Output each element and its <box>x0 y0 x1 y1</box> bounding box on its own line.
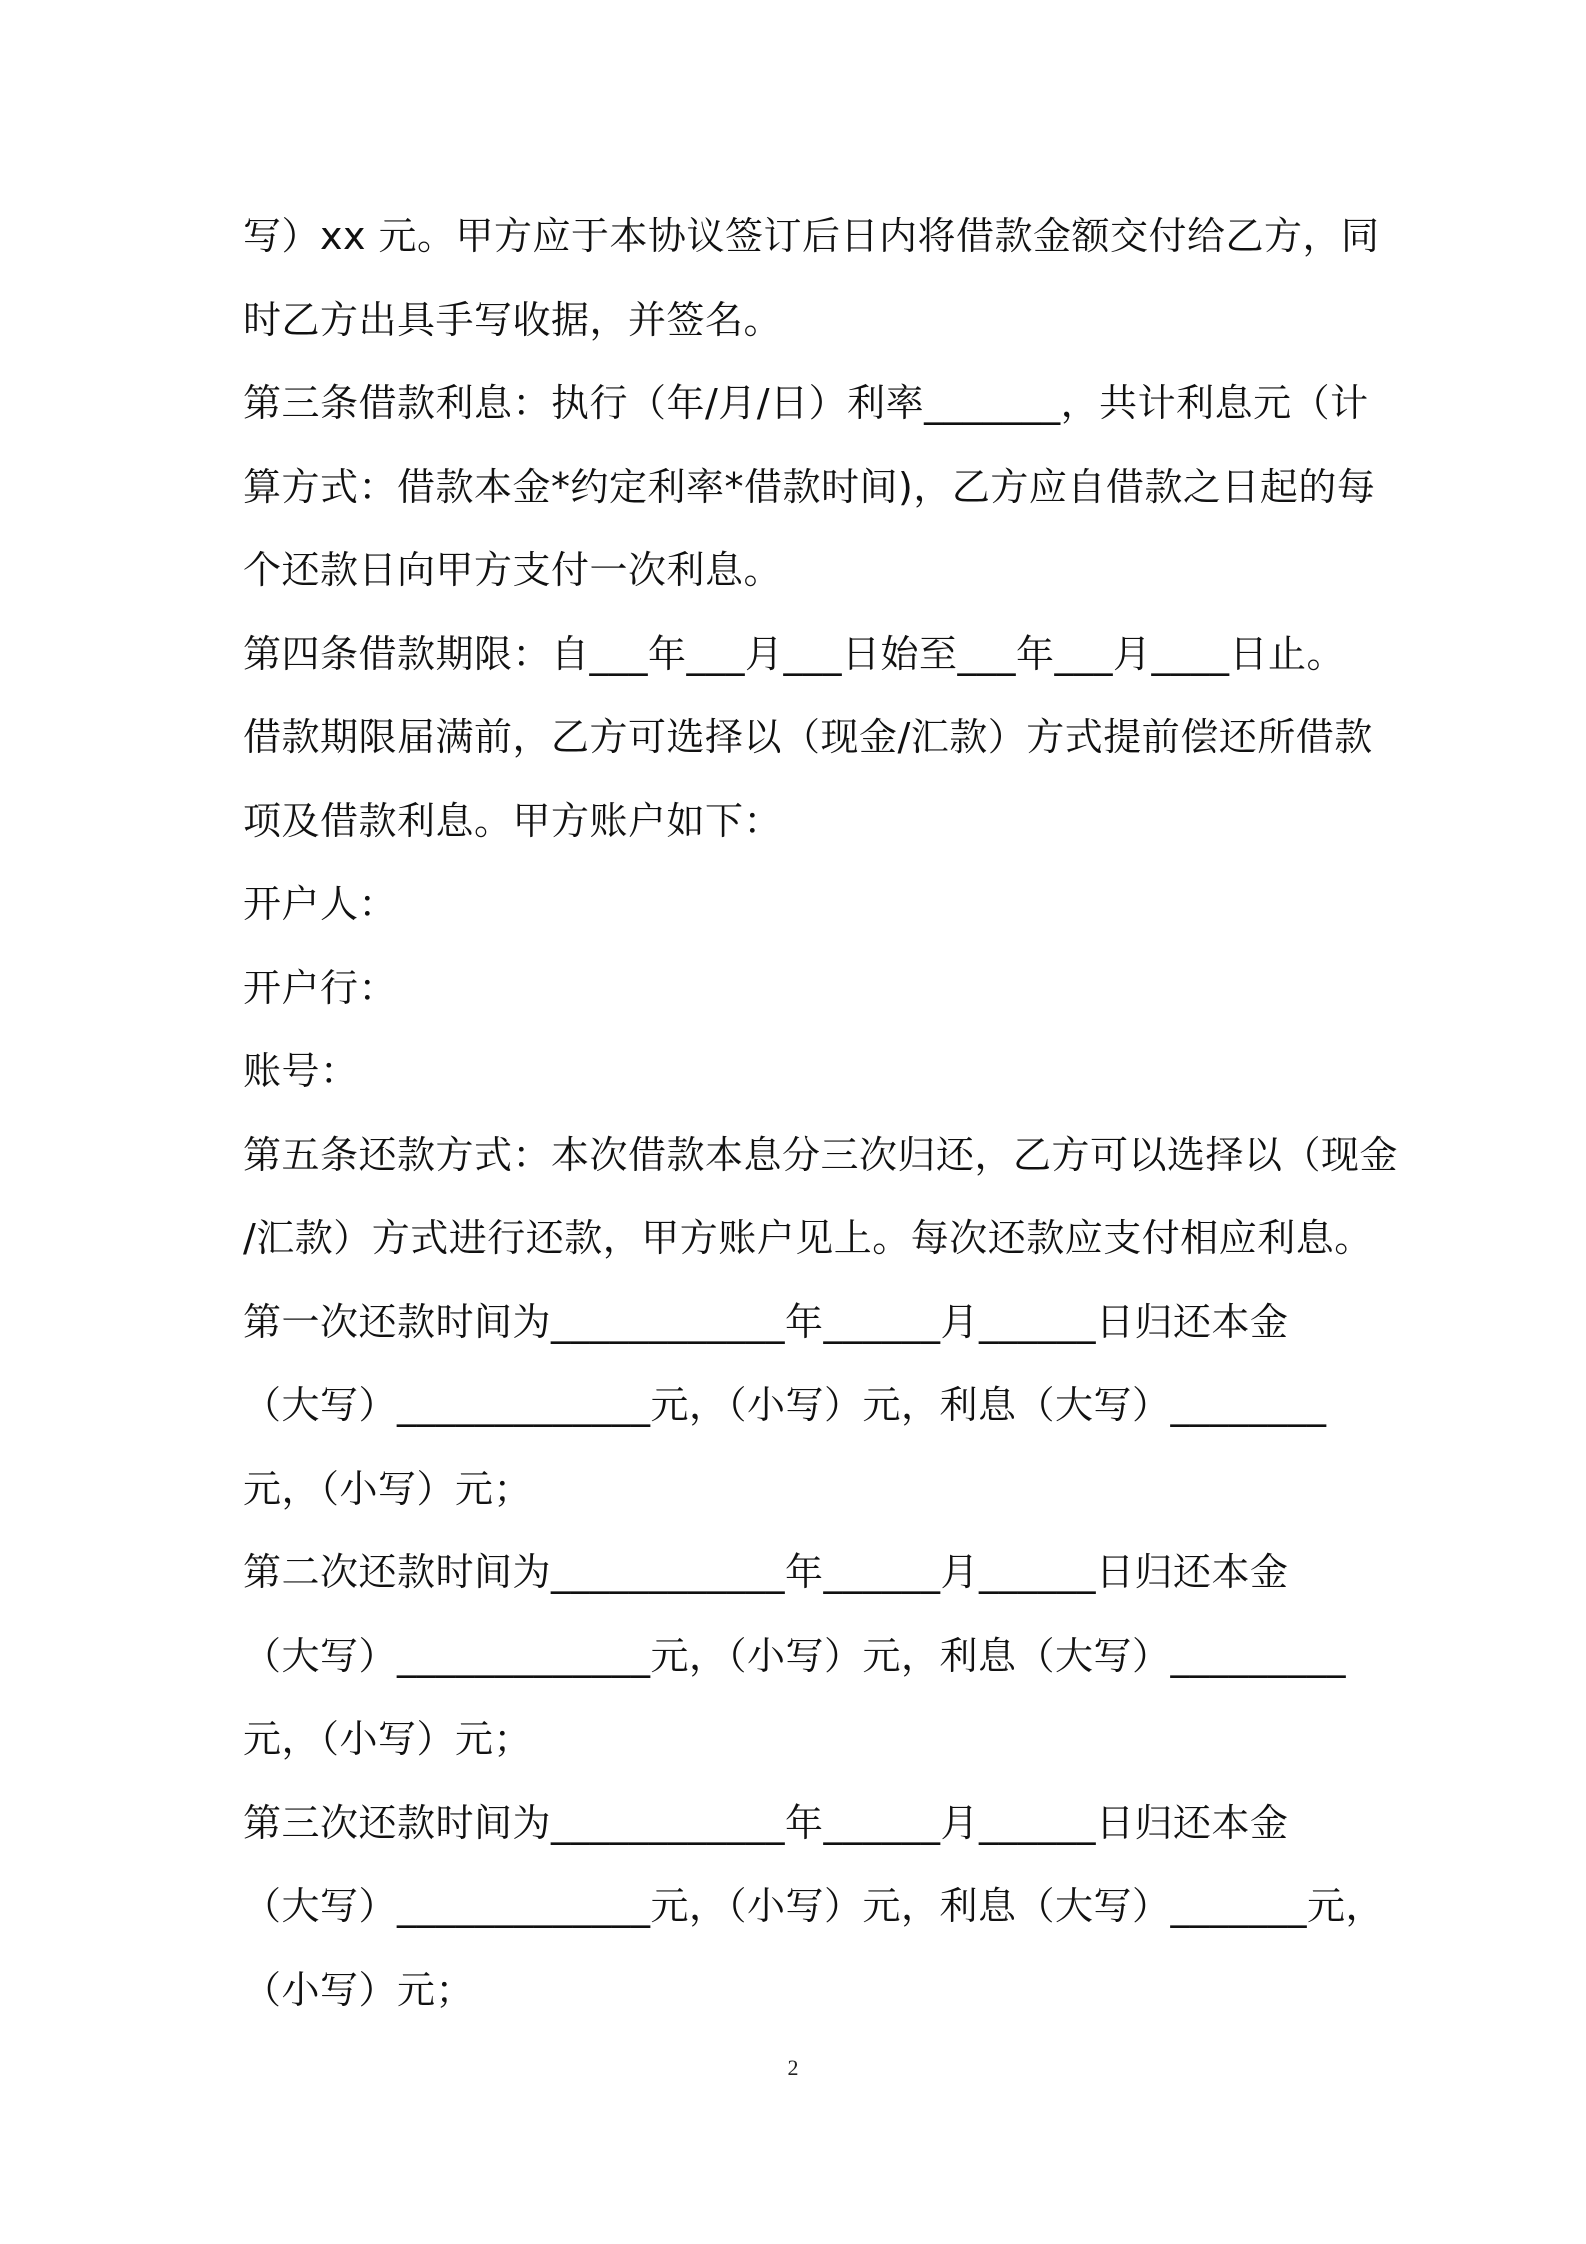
text-line-4: 算方式：借款本金*约定利率*借款时间)，乙方应自借款之日起的每 <box>243 464 1376 509</box>
text-line-16: 元，（小写）元； <box>243 1466 533 1511</box>
text-line-1: 写）xx 元。甲方应于本协议签订后日内将借款金额交付给乙方，同 <box>243 214 1380 258</box>
text-line-19: 元，（小写）元； <box>243 1717 533 1761</box>
text-line-9: 开户人： <box>243 882 398 926</box>
text-line-20: 第三次还款时间为____________年______月______日归还本金 <box>243 1800 1289 1845</box>
text-line-6: 第四条借款期限：自___年___月___日始至___年___月____日止。 <box>243 631 1346 676</box>
text-line-22: （小写）元； <box>243 1967 475 2012</box>
text-line-14: 第一次还款时间为____________年______月______日归还本金 <box>243 1299 1289 1344</box>
text-line-12: 第五条还款方式：本次借款本息分三次归还，乙方可以选择以（现金 <box>243 1132 1399 1177</box>
text-line-7: 借款期限届满前，乙方可选择以（现金/汇款）方式提前偿还所借款 <box>243 715 1373 759</box>
text-line-21: （大写）_____________元，（小写）元，利息（大写）_______元， <box>243 1884 1385 1928</box>
text-line-17: 第二次还款时间为____________年______月______日归还本金 <box>243 1550 1289 1594</box>
text-line-3: 第三条借款利息：执行（年/月/日）利率_______，共计利息元（计 <box>243 381 1369 425</box>
text-line-13: /汇款）方式进行还款，甲方账户见上。每次还款应支付相应利息。 <box>243 1216 1373 1260</box>
text-line-10: 开户行： <box>243 965 398 1010</box>
text-line-2: 时乙方出具手写收据，并签名。 <box>243 297 783 342</box>
text-line-15: （大写）_____________元，（小写）元，利息（大写）________ <box>243 1383 1327 1427</box>
text-line-5: 个还款日向甲方支付一次利息。 <box>243 548 783 592</box>
text-line-18: （大写）_____________元，（小写）元，利息（大写）_________ <box>243 1633 1347 1678</box>
page-number: 2 <box>787 2055 799 2080</box>
text-line-8: 项及借款利息。甲方账户如下： <box>243 798 783 843</box>
document-body <box>243 195 1399 2032</box>
text-line-11: 账号： <box>243 1049 359 1093</box>
